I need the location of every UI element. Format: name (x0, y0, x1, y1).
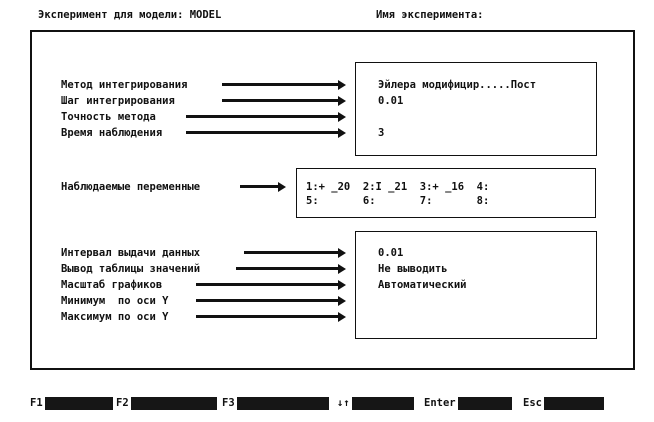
enter-key[interactable] (424, 396, 512, 410)
arrow-icon (236, 264, 346, 274)
experiment-model-label: Эксперимент для модели: MODEL (38, 9, 222, 21)
arrow-icon (196, 312, 346, 322)
arrow-icon (196, 280, 346, 290)
param-label-accuracy: Точность метода (61, 111, 156, 123)
interval-value[interactable]: 0.01 (378, 247, 404, 259)
table-output-value[interactable]: Не выводить (378, 263, 448, 275)
f2-key[interactable] (116, 396, 217, 410)
esc-key-label: Esc (523, 397, 542, 409)
output-label-interval: Интервал выдачи данных (61, 247, 201, 259)
integration-values-box (355, 62, 597, 156)
output-label-ymax: Максимум по оси Y (61, 311, 169, 323)
arrow-icon (186, 128, 346, 138)
arrow-icon (240, 182, 286, 192)
save-icon (131, 397, 217, 410)
output-label-ymin: Минимум по оси Y (61, 295, 169, 307)
move-icon (352, 397, 414, 410)
arrows-key-label: ↓↑ (337, 397, 350, 409)
run-icon (237, 397, 329, 410)
f2-key-label: F2 (116, 397, 129, 409)
step-value[interactable]: 0.01 (378, 95, 404, 107)
output-label-scale: Масштаб графиков (61, 279, 163, 291)
arrow-icon (222, 80, 346, 90)
f3-key[interactable] (222, 396, 329, 410)
output-label-table: Вывод таблицы значений (61, 263, 201, 275)
experiment-name-label: Имя эксперимента: (376, 9, 484, 21)
exit-icon (544, 397, 604, 410)
f1-key-label: F1 (30, 397, 43, 409)
param-label-method: Метод интегрирования (61, 79, 188, 91)
arrow-icon (244, 248, 346, 258)
f1-key[interactable] (30, 396, 113, 410)
method-value[interactable]: Эйлера модифицир.....Пост (378, 79, 537, 91)
f3-key-label: F3 (222, 397, 235, 409)
arrow-icon (196, 296, 346, 306)
esc-key[interactable] (523, 396, 604, 410)
arrow-icon (186, 112, 346, 122)
enter-key-label: Enter (424, 397, 456, 409)
scale-value[interactable]: Автоматический (378, 279, 467, 291)
observed-variables-row1[interactable]: 1:+ _20 2:I _21 3:+ _16 4: (306, 181, 490, 193)
observed-variables-box (296, 168, 596, 218)
help-icon (45, 397, 113, 410)
time-value[interactable]: 3 (378, 127, 385, 139)
observed-variables-label: Наблюдаемые переменные (61, 181, 201, 193)
param-label-step: Шаг интегрирования (61, 95, 175, 107)
arrows-key[interactable] (337, 396, 414, 410)
select-icon (458, 397, 512, 410)
arrow-icon (222, 96, 346, 106)
observed-variables-row2[interactable]: 5: 6: 7: 8: (306, 195, 490, 207)
param-label-time: Время наблюдения (61, 127, 163, 139)
